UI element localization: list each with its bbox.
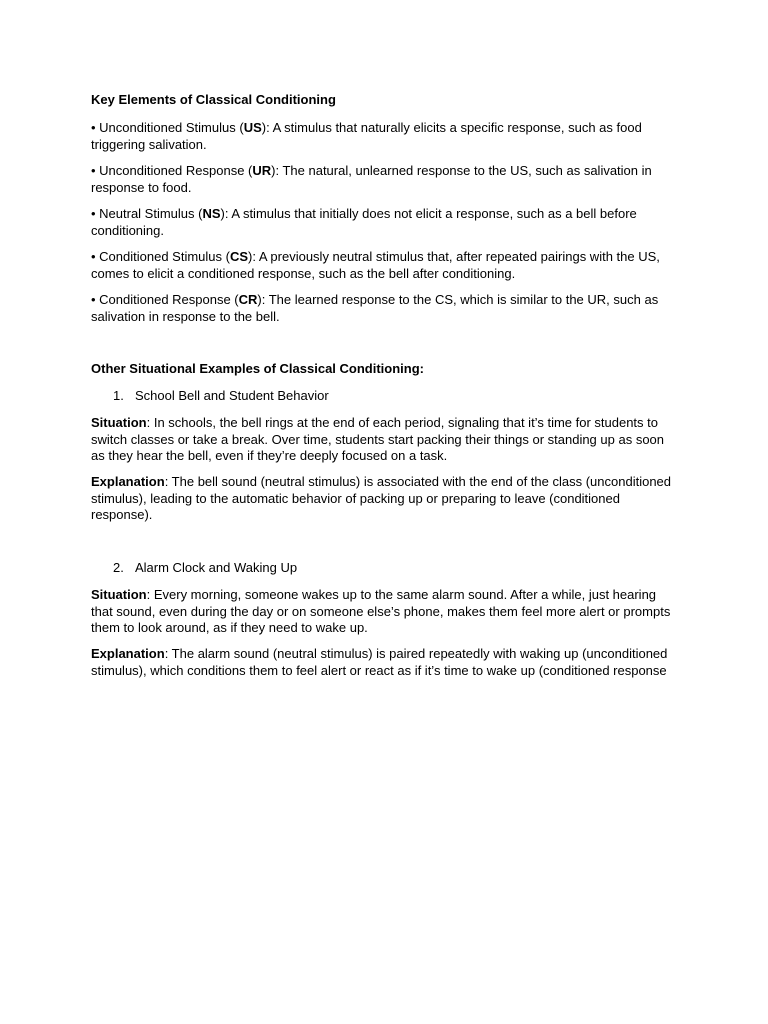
heading-text: Other Situational Examples of Classical Conditioning: [91, 361, 420, 376]
bullet-suffix: ): A stimulus that initially does not elicit a response, such as a bell before conditioning.: [91, 206, 637, 238]
list-item-school-bell: [113, 388, 673, 405]
bullet-unconditioned-stimulus: [91, 120, 681, 153]
bullet-abbr: CR: [238, 292, 258, 307]
situation-label: Situation: [91, 587, 147, 602]
section-heading-key-elements: Key Elements of Classical Conditioning: [91, 92, 336, 107]
bullet-prefix: • Unconditioned Response (: [91, 163, 253, 178]
explanation-paragraph: [91, 646, 681, 679]
bullet-prefix: • Neutral Stimulus (: [91, 206, 203, 221]
bullet-suffix: ): The natural, unlearned response to the US, such as salivation in response to food.: [91, 163, 652, 195]
bullet-abbr: UR: [252, 163, 272, 178]
bullet-neutral-stimulus: [91, 206, 681, 239]
explanation-text: : The alarm sound (neutral stimulus) is paired repeatedly with waking up (unconditioned stimulus), which conditions them to feel alert or react as if it’s time to wake up (conditioned response: [91, 646, 668, 678]
situation-text: : Every morning, someone wakes up to the same alarm sound. After a while, just hearing that sound, even during the day or on someone else’s phone, makes them feel more alert or prompts them to look around, as if they need to wake up.: [91, 587, 671, 635]
bullet-abbr: NS: [202, 206, 221, 221]
list-number: 1.: [113, 388, 124, 403]
heading-colon: :: [419, 361, 425, 376]
section-heading-situational-examples: [91, 361, 681, 378]
bullet-suffix: ): A stimulus that naturally elicits a specific response, such as food triggering salivation.: [91, 120, 642, 152]
list-item-title: Alarm Clock and Waking Up: [135, 560, 298, 575]
bullet-unconditioned-response: [91, 163, 681, 196]
situation-paragraph: [91, 415, 681, 465]
bullet-prefix: • Conditioned Stimulus (: [91, 249, 230, 264]
situation-paragraph: [91, 587, 681, 637]
bullet-prefix: • Unconditioned Stimulus (: [91, 120, 244, 135]
list-item-title: School Bell and Student Behavior: [135, 388, 329, 403]
bullet-abbr: US: [243, 120, 262, 135]
list-item-alarm-clock: [113, 560, 673, 577]
list-number: 2.: [113, 560, 124, 575]
situation-text: : In schools, the bell rings at the end of each period, signaling that it’s time for students to switch classes or take a break. Over time, students start packing their things or standing up as soon as they hear the bell, even if they’re deeply focused on a task.: [91, 415, 665, 463]
explanation-label: Explanation: [91, 646, 165, 661]
bullet-prefix: • Conditioned Response (: [91, 292, 239, 307]
explanation-text: : The bell sound (neutral stimulus) is associated with the end of the class (unconditioned stimulus), leading to the automatic behavior of packing up or preparing to leave (conditioned response).: [91, 474, 672, 522]
bullet-conditioned-stimulus: [91, 249, 681, 282]
bullet-suffix: ): The learned response to the CS, which is similar to the UR, such as salivation in response to the bell.: [91, 292, 659, 324]
situation-label: Situation: [91, 415, 147, 430]
explanation-paragraph: [91, 474, 681, 524]
bullet-conditioned-response: [91, 292, 681, 325]
bullet-suffix: ): A previously neutral stimulus that, after repeated pairings with the US, comes to elicit a conditioned response, such as the bell after conditioning.: [91, 249, 660, 281]
bullet-abbr: CS: [229, 249, 249, 264]
explanation-label: Explanation: [91, 474, 165, 489]
